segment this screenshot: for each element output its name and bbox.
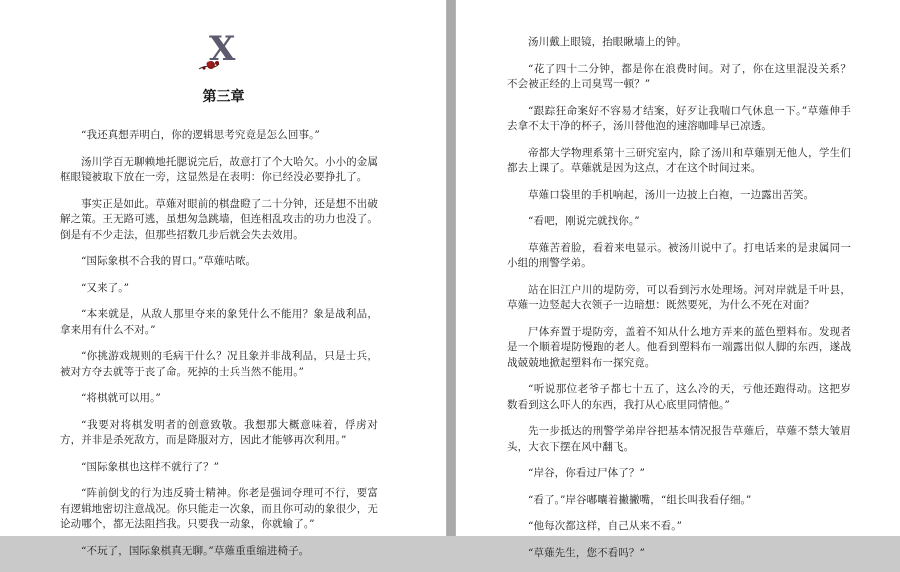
paragraph: “阵前倒戈的行为违反骑士精神。你老是强词夺理可不行，要富有逻辑地密切注意战况。你只能走一次象，而且你可动的象很少，无论动哪个，都无法阻挡我。只要我一动象，你就输了。”	[60, 487, 378, 530]
right-page-text	[507, 35, 851, 572]
chapter-title: 第三章	[202, 89, 245, 105]
paragraph: “不玩了，国际象棋真无聊。”草薙重重缩进椅子。	[81, 544, 310, 557]
paragraph: “看吧，刚说完就找你。”	[528, 215, 640, 227]
paragraph: “国际象棋也这样不就行了？”	[81, 460, 220, 473]
paragraph: 事实正是如此。草薙对眼前的棋盘瞪了二十分钟，还是想不出破解之策。王无路可逃，虽想匆急跳墙，但连相乱攻击的功力也没了。倒是有不少走法，但那些招数几步后就会失去效用。	[60, 197, 378, 241]
paragraph: “你挑游戏规则的毛病干什么？况且象并非战利品，只是士兵，被对方夺去就等于丧了命。死掉的士兵当然不能用。”	[60, 350, 378, 378]
paragraph: “将棋就可以用。”	[81, 392, 161, 404]
paragraph: 帝都大学物理系第十三研究室内，除了汤川和草薙别无他人，学生们都去上课了。草薙就是因为这点，才在这个时间过来。	[507, 146, 851, 174]
paragraph: “本来就是，从敌人那里夺来的象凭什么不能用？象是战利品，拿来用有什么不对。”	[60, 308, 378, 336]
paragraph: 先一步抵达的刑警学弟岸谷把基本情况报告草薙后，草薙不禁大皱眉头，大衣下摆在风中翻飞。	[507, 425, 851, 453]
paragraph: “跟踪狂命案好不容易才结案，好歹让我喘口气休息一下。”草薙伸手去拿不太干净的杯子，汤川替他泡的速溶咖啡早已凉透。	[507, 104, 851, 132]
paragraph: 站在旧江户川的堤防旁，可以看到污水处理场。河对岸就是千叶县，草薙一边竖起大衣领子一边暗想：既然要死，为什么不死在对面？	[507, 283, 851, 311]
paragraph: “花了四十二分钟，都是你在浪费时间。对了，你在这里混没关系？不会被正经的上司臭骂一顿？”	[507, 62, 851, 90]
paragraph: 草薙口袋里的手机响起，汤川一边披上白袍，一边露出苦笑。	[528, 188, 815, 201]
paragraph: “草薙先生，您不看吗？”	[528, 546, 645, 559]
paragraph: “看了。”岸谷嘟囔着撇撇嘴，“组长叫我看仔细。”	[528, 493, 752, 506]
paragraph: “岸谷，你看过尸体了？”	[528, 467, 645, 479]
page-gutter	[447, 0, 455, 536]
paragraph: “我要对将棋发明者的创意致敬。我想那大概意味着，俘虏对方，并非是杀死敌方，而是降服对方，因此才能够再次利用。”	[60, 418, 378, 446]
paragraph: “我还真想弄明白，你的逻辑思考究竟是怎么回事。”	[81, 129, 320, 141]
paragraph: “听说那位老爷子都七十五了，这么冷的天，亏他还跑得动。这把岁数看到这么吓人的东西，我打从心底里同情他。”	[507, 383, 851, 411]
paragraph: “他每次都这样，自己从来不看。”	[528, 520, 683, 532]
paragraph: 汤川戴上眼镜，抬眼瞅墙上的钟。	[528, 36, 687, 48]
paragraph: 汤川学百无聊赖地托腮说完后，故意打了个大哈欠。小小的金属框眼镜被取下放在一旁，这显然是在表明：你已经没必要挣扎了。	[60, 155, 378, 183]
left-page-text	[60, 128, 378, 570]
paragraph: “又来了。”	[81, 281, 130, 294]
paragraph: 草薙苦着脸，看着来电显示。被汤川说中了。打电话来的是隶属同一小组的刑警学弟。	[507, 241, 851, 269]
logo-x-glyph: X	[209, 29, 236, 69]
paragraph: “国际象棋不合我的胃口。”草薙咕哝。	[81, 255, 257, 267]
paragraph: 尸体弃置于堤防旁，盖着不知从什么地方弄来的蓝色塑料布。发现者是一个顺着堤防慢跑的老人。他看到塑料布一端露出似人脚的东西，遂战战兢兢地掀起塑料布一探究竟。	[507, 325, 851, 369]
chapter-logo	[197, 29, 245, 73]
